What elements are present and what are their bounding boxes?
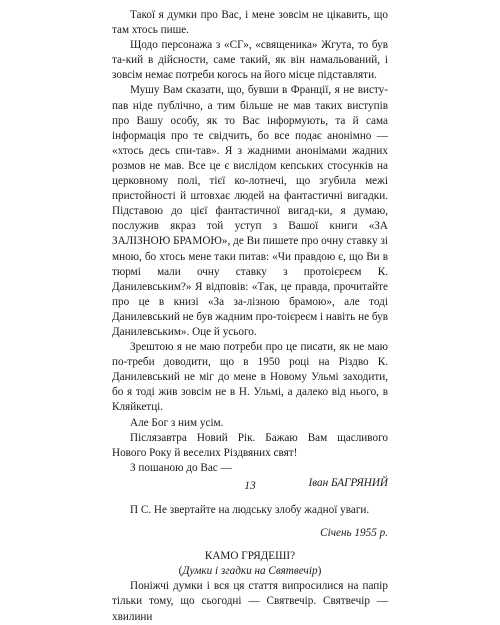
subtitle-close-paren: ) xyxy=(317,565,322,578)
spacer xyxy=(112,491,388,503)
spacer xyxy=(112,541,388,549)
letter-date: Січень 1955 р. xyxy=(320,527,388,540)
paragraph-regards: З пошаною до Вас — xyxy=(130,461,232,474)
section-title: КАМО ГРЯДЕШІ? xyxy=(204,550,296,563)
postscript: П С. Не звертайте на людську злобу жадної уваги. xyxy=(130,504,370,516)
spacer xyxy=(112,518,388,526)
section-paragraph: Поніжчі думки і вся ця стаття випросилися на папір тільки тому, що сьогодні — Святвечір. Святвечір — хвилини xyxy=(112,580,388,623)
signature: Іван БАГРЯНИЙ xyxy=(308,476,388,489)
page-number: 13 xyxy=(244,480,256,492)
subtitle-text: Думки і згадки на Святвечір xyxy=(182,565,318,578)
subtitle-open-paren: ( xyxy=(178,565,183,578)
paragraph-opinion: Такої я думки про Вас, і мене зовсім не цікавить, що там хтось пише. xyxy=(112,9,388,37)
section-subtitle xyxy=(112,564,388,579)
paragraph-france: Мушу Вам сказати, що, бувши в Франції, я не висту-пав ніде публічно, а тим більше не мав таких виступів про Вашу особу, як то Вас інформують, та й сама інформація про те свідчить, бо все подає анонімно — «хтось десь спи-тав». Я з жадними анонімами жадних розмов не мав. Все це є вислідом кепських стосунків на церковному полі, тієї ко-лотнечі, що згубила межі пристойності й штовхає людей на фантастичні вигадки. Підставою до цієї фантастичної вигад-ки, я думаю, послужив якраз той уступ з Вашої книги «ЗА ЗАЛІЗНОЮ БРАМОЮ», де Ви пишете про очну ставку зі мною, бо хтось мене таки питав: «Чи правдою є, що Ви в тюрмі мали очну ставку з протоієреєм К. Данилевським?» Я відповів: «Так, це правда, прочитайте про це в книзі «За за-лізною брамою», але тоді Данилевський не був жадним про-тоієреєм і навіть не був Данилевським». Оце й усього. xyxy=(112,84,388,338)
paragraph-new-year: Післязавтра Новий Рік. Бажаю Вам щасливого Нового Року й веселих Різдвяних свят! xyxy=(112,431,388,459)
paragraph-1950: Зрештою я не маю потреби про це писати, як не маю по-треби доводити, що в 1950 році на Різдво К. Данилевський не міг до мене в Новому Ульмі заходити, бо я тоді жив зовсім не в Н. Ульмі, а далеко від нього, в Кляйкетці. xyxy=(112,341,388,414)
letter-body xyxy=(112,8,388,491)
paragraph-god: Але Бог з ним усім. xyxy=(130,416,224,429)
paragraph-character: Щодо персонажа з «СГ», «священика» Жгута, то був та-кий в дійсности, саме такий, як він намальований, і зовсім немає потреби когось на його місце підставляти. xyxy=(112,39,388,82)
